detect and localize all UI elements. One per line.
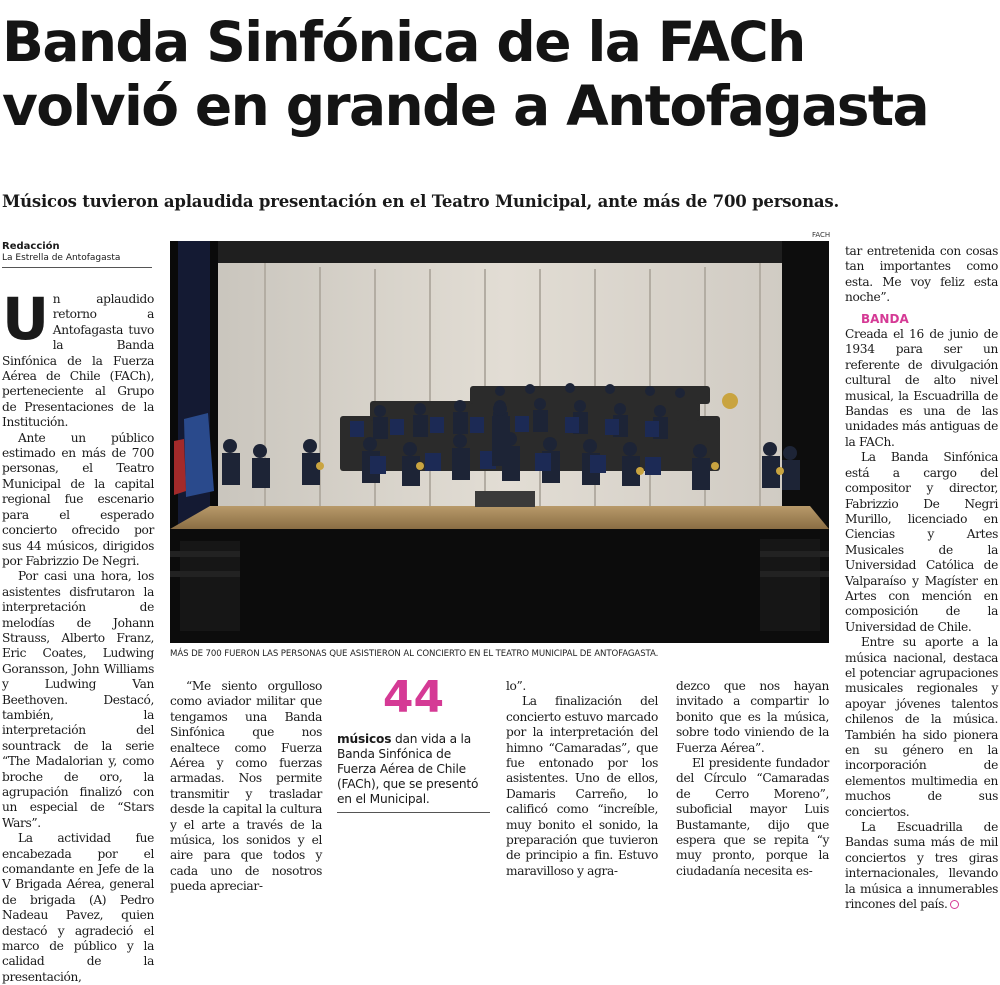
paragraph: La actividad fue encabezada por el comandante en Jefe de la V Brigada Aérea, general de brigada (A) Pedro Nadeau Pavez, quien destacó y agradeció el marco de público y la calidad de la presentación, — [2, 831, 154, 984]
lead-text: n aplaudido retorno a Antofagasta tuvo la Banda Sinfónica de la Fuerza Aérea de Chile (FACh), perteneciente al Grupo de Presentaciones de la Institución. — [2, 292, 154, 430]
paragraph: “Me siento orgulloso como aviador militar que tengamos una Banda Sinfónica que nos enaltece como Fuerza Aérea y como fuerzas armadas. Nos permite transmitir y trasladar desde la capital la cultura y el arte a través de la música, los sonidos y el aire para que todos y cada uno de nosotros pueda apreciar- — [170, 679, 322, 894]
paragraph: Entre su aporte a la música nacional, destaca el potenciar agrupaciones musicales regionales y apoyar jóvenes talentos chilenos de la música. También ha sido pionera en su género en la incorporación de elementos multimedia en muchos de sus conciertos. — [845, 635, 998, 819]
photo-caption: MÁS DE 700 FUERON LAS PERSONAS QUE ASISTIERON AL CONCIERTO EN EL TEATRO MUNICIPAL DE ANTOFAGASTA. — [170, 649, 659, 659]
body-column-4 — [676, 679, 829, 878]
body-column-1 — [2, 285, 154, 984]
paragraph — [845, 820, 998, 912]
paragraph-continued: lo”. — [506, 679, 526, 693]
headline — [2, 10, 998, 138]
subheadline: Músicos tuvieron aplaudida presentación en el Teatro Municipal, ante más de 700 personas. — [2, 192, 840, 211]
drop-cap: U — [2, 285, 49, 353]
pull-quote-text — [337, 732, 490, 807]
section-heading: BANDA — [861, 311, 909, 326]
headline-line-2: volvió en grande a Antofagasta — [2, 74, 929, 138]
concert-stage-illustration — [170, 241, 829, 643]
paragraph-continued: dezco que nos hayan invitado a compartir lo bonito que es la música, sobre todo viniendo de la Fuerza Aérea”. — [676, 679, 829, 755]
byline — [2, 241, 152, 268]
pull-quote-bold: músicos — [337, 732, 392, 746]
paragraph: Ante un público estimado en más de 700 personas, el Teatro Municipal de la capital regional fue escenario para el esperado concierto ofrecido por sus 44 músicos, dirigidos por Fabrizzio De Negri. — [2, 430, 154, 568]
paragraph: La finalización del concierto estuvo marcado por la interpretación del himno “Camaradas”, que fue entonado por los asistentes. Uno de ellos, Damaris Carreño, lo calificó como “increíble, muy bonito el sonido, la preparación que tuvieron de principio a fin. Estuvo maravilloso y agra- — [506, 694, 658, 878]
paragraph-continued: tar entretenida con cosas tan importantes como esta. Me voy feliz esta noche”. — [845, 244, 998, 305]
body-column-2 — [170, 679, 322, 894]
paragraph: La Banda Sinfónica está a cargo del compositor y director, Fabrizzio De Negri Murillo, licenciado en Ciencias y Artes Musicales de la Universidad Católica de Valparaíso y Magíster en Artes con mención en composición de la Universidad de Chile. — [845, 450, 998, 634]
headline-line-1: Banda Sinfónica de la FACh — [2, 10, 805, 74]
final-paragraph-text: La Escuadrilla de Bandas suma más de mil conciertos y tres giras internacionales, llevando la música a innumerables rincones del país. — [845, 820, 998, 912]
byline-author: Redacción — [2, 241, 60, 252]
pull-quote-rule — [337, 812, 490, 813]
byline-publication: La Estrella de Antofagasta — [2, 253, 121, 263]
pull-quote — [337, 674, 490, 813]
concert-photo — [170, 241, 829, 643]
body-column-3 — [506, 679, 658, 878]
body-column-5 — [845, 244, 998, 912]
paragraph: El presidente fundador del Círculo “Camaradas de Cerro Moreno”, suboficial mayor Luis Bustamante, dijo que espera que se repita “y muy pronto, porque la ciudadanía necesita es- — [676, 756, 829, 878]
paragraph: Por casi una hora, los asistentes disfrutaron la interpretación de melodías de Johann Strauss, Alberto Franz, Eric Coates, Ludwing Goransson, John Williams y Ludwing Van Beethoven. Destacó, también, la interpretación del sountrack de la serie “The Madalorian y, como broche de oro, la agrupación finalizó con un especial de “Stars Wars”. — [2, 569, 154, 830]
photo-credit: FACH — [812, 231, 831, 239]
paragraph: Creada el 16 de junio de 1934 para ser un referente de divulgación cultural de alto nivel musical, la Escuadrilla de Bandas es una de las unidades más antiguas de la FACh. — [845, 327, 998, 449]
pull-quote-number: 44 — [382, 672, 445, 723]
end-mark-icon — [950, 900, 959, 909]
lead-paragraph — [2, 285, 154, 431]
pull-quote-rest: dan vida a la Banda Sinfónica de Fuerza Aérea de Chile (FACh), que se presentó en el Municipal. — [337, 732, 479, 806]
